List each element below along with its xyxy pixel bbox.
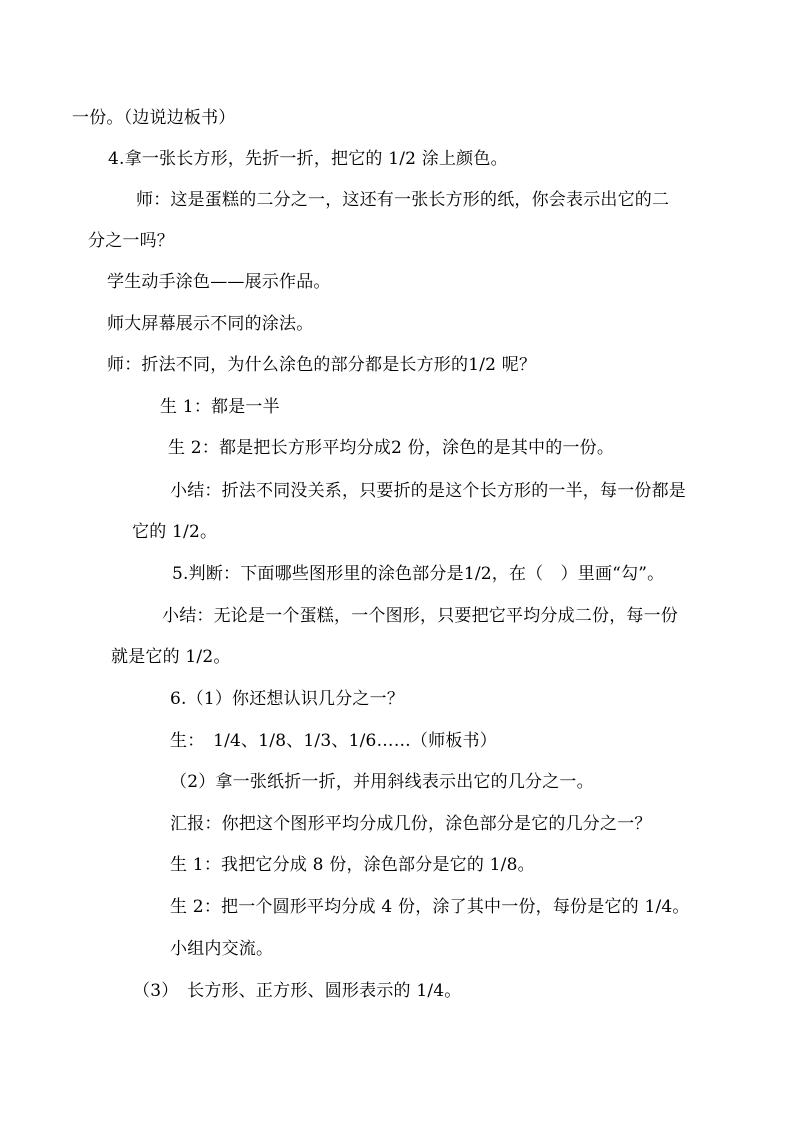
- text-line-4: 分之一吗？: [88, 231, 174, 251]
- text-line-14: 就是它的 1/2。: [111, 647, 231, 667]
- text-line-6: 师大屏幕展示不同的涂法。: [107, 314, 314, 334]
- text-line-17: （2）拿一张纸折一折，并用斜线表示出它的几分之一。: [170, 772, 594, 792]
- text-line-20: 生 2：把一个圆形平均分成 4 份，涂了其中一份，每份是它的 1/4。: [170, 897, 690, 917]
- text-line-16: 生： 1/4、1/8、1/3、1/6……（师板书）: [170, 731, 497, 751]
- text-line-15: 6.（1）你还想认识几分之一？: [170, 689, 405, 709]
- text-line-9: 生 2：都是把长方形平均分成2 份，涂色的是其中的一份。: [168, 438, 615, 458]
- text-line-1: 一份。（边说边板书）: [72, 108, 236, 128]
- text-line-2: 4.拿一张长方形，先折一折，把它的 1/2 涂上颜色。: [108, 149, 508, 169]
- text-line-21: 小组内交流。: [170, 939, 274, 959]
- text-line-7: 师：折法不同，为什么涂色的部分都是长方形的1/2 呢？: [107, 355, 537, 375]
- text-line-13: 小结：无论是一个蛋糕，一个图形，只要把它平均分成二份，每一份: [162, 606, 678, 626]
- text-line-11: 它的 1/2。: [132, 522, 218, 542]
- text-line-19: 生 1：我把它分成 8 份，涂色部分是它的 1/8。: [170, 855, 535, 875]
- text-line-18: 汇报：你把这个图形平均分成几份，涂色部分是它的几分之一？: [170, 814, 652, 834]
- text-line-10: 小结：折法不同没关系，只要折的是这个长方形的一半，每一份都是: [170, 481, 686, 501]
- text-line-22: （3） 长方形、正方形、圆形表示的 1/4。: [133, 981, 462, 1001]
- text-line-5: 学生动手涂色——展示作品。: [107, 272, 331, 292]
- text-line-8: 生 1：都是一半: [160, 397, 280, 417]
- text-line-12: 5.判断：下面哪些图形里的涂色部分是1/2，在（ ）里画“勾”。: [172, 564, 665, 584]
- text-line-3: 师：这是蛋糕的二分之一，这还有一张长方形的纸，你会表示出它的二: [136, 190, 670, 210]
